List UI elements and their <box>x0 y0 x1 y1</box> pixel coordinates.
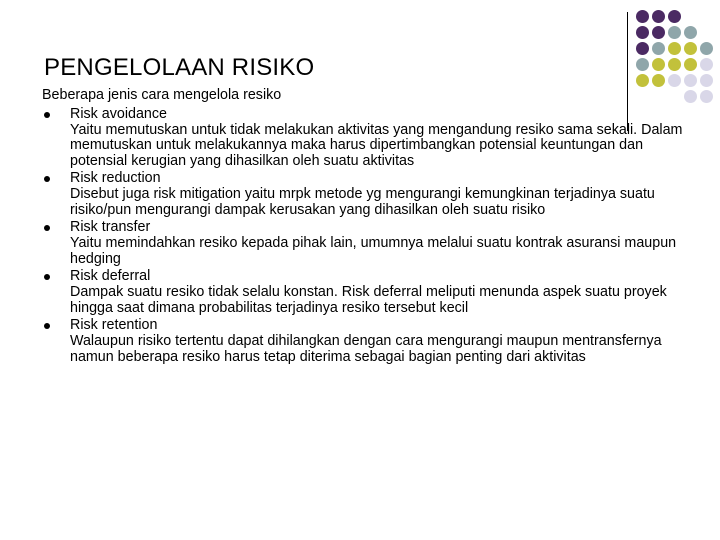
slide-title: PENGELOLAAN RISIKO <box>44 54 315 82</box>
item-description: Disebut juga risk mitigation yaitu mrpk metode yg mengurangi kemungkinan terjadinya suatu risiko/pun mengurangi dampak kerusakan yang dihasilkan oleh suatu risiko <box>70 186 655 218</box>
decorative-dot <box>668 26 681 39</box>
bullet-icon <box>44 225 50 231</box>
decorative-dot <box>684 42 697 55</box>
bullet-icon <box>44 176 50 182</box>
decorative-dot <box>668 42 681 55</box>
decorative-dot <box>652 26 665 39</box>
decorative-dot <box>636 10 649 23</box>
decorative-dot <box>700 58 713 71</box>
list-item-risk-reduction <box>42 169 690 218</box>
decorative-dot <box>684 58 697 71</box>
list-item-risk-deferral <box>42 267 690 316</box>
decorative-dot <box>668 58 681 71</box>
list-item-risk-transfer <box>42 218 690 267</box>
decorative-dot <box>700 74 713 87</box>
intro-text: Beberapa jenis cara mengelola resiko <box>42 87 282 103</box>
decorative-dot <box>700 42 713 55</box>
decorative-dot <box>636 42 649 55</box>
item-description: Dampak suatu resiko tidak selalu konstan. Risk deferral meliputi menunda aspek suatu proyek hingga saat dimana probabilitas terjadinya resiko tersebut kecil <box>70 284 667 316</box>
decorative-dot <box>652 58 665 71</box>
item-description: Walaupun risiko tertentu dapat dihilangkan dengan cara mengurangi maupun mentransfernya namun beberapa resiko harus tetap diterima sebagai bagian penting dari aktivitas <box>70 333 662 365</box>
decorative-dot <box>636 58 649 71</box>
decorative-dot <box>700 90 713 103</box>
item-title: Risk reduction <box>70 169 161 186</box>
item-description: Yaitu memindahkan resiko kepada pihak lain, umumnya melalui suatu kontrak asuransi maupun hedging <box>70 235 677 267</box>
bullet-icon <box>44 323 50 329</box>
item-title: Risk retention <box>70 316 158 333</box>
item-title: Risk deferral <box>70 267 151 284</box>
decorative-dot <box>652 10 665 23</box>
bullet-icon <box>44 274 50 280</box>
item-description: Yaitu memutuskan untuk tidak melakukan aktivitas yang mengandung resiko sama sekali. Dalam memutuskan untuk melakukannya maka harus dipertimbangkan potensial keuntungan dan potensial kerugian yang dihasilkan oleh suatu aktivitas <box>70 122 683 169</box>
bullet-icon <box>44 112 50 118</box>
item-title: Risk transfer <box>70 218 151 235</box>
decorative-dot <box>652 42 665 55</box>
list-item-risk-avoidance <box>42 105 690 169</box>
decorative-dot <box>668 10 681 23</box>
list-item-risk-retention <box>42 316 690 365</box>
decorative-dot <box>636 26 649 39</box>
decorative-dot <box>684 26 697 39</box>
item-title: Risk avoidance <box>70 105 167 122</box>
slide-body <box>42 86 690 365</box>
